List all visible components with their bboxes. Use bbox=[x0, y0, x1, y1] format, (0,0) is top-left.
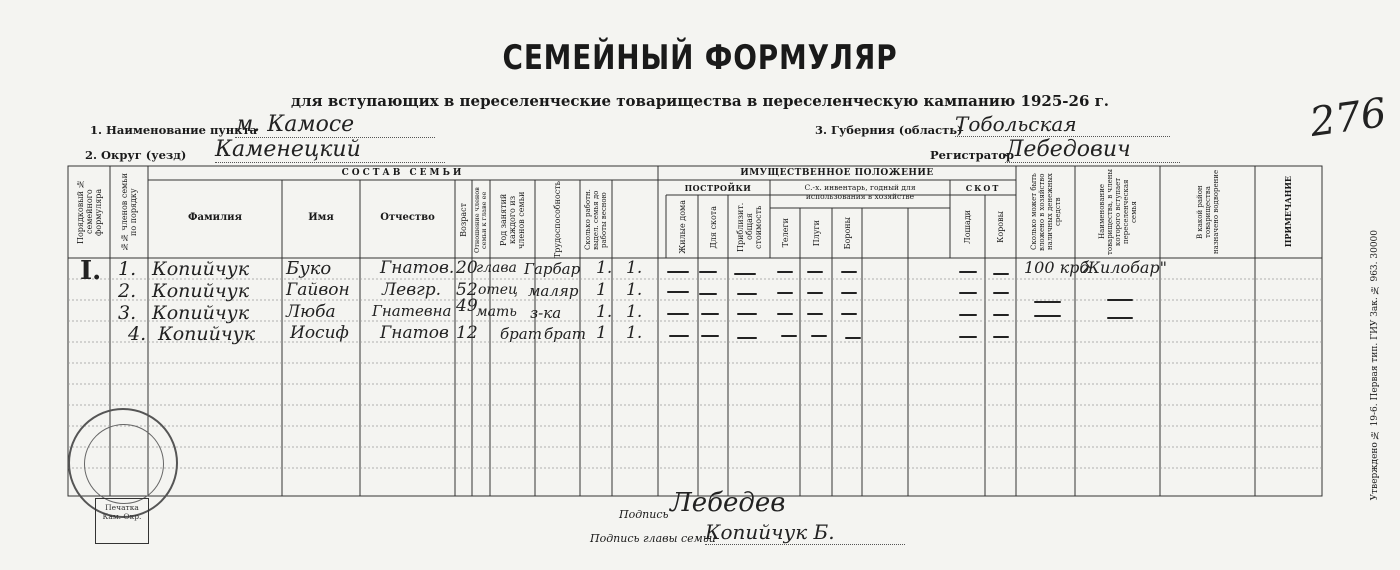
member-no: 2. bbox=[118, 280, 137, 302]
col-relation-header: Отношение членов семьи к главе ее bbox=[473, 187, 488, 253]
col-harrows-header: Бороны bbox=[842, 216, 852, 250]
col-cash-header: Сколько может быть вложено в хозяйство наличных денежных средств bbox=[1029, 173, 1062, 251]
page-title: СЕМЕЙНЫЙ ФОРМУЛЯР bbox=[502, 38, 898, 78]
col-member-header: №№ членов семьи по порядку bbox=[120, 173, 138, 251]
name-cell: Гайвон bbox=[286, 280, 350, 300]
col-seq-header: Порядковый № семейного формуляра bbox=[75, 179, 103, 245]
name-cell: Буко bbox=[286, 258, 332, 279]
age-cell: 52 bbox=[456, 280, 478, 300]
workers-cell: 1. bbox=[626, 258, 643, 278]
age-cell: 49 bbox=[456, 296, 478, 316]
relation-cell: глава bbox=[476, 260, 517, 276]
province-value: Тобольская bbox=[955, 112, 1170, 137]
district-value: Каменецкий bbox=[215, 137, 445, 163]
registrar-value: Лебедович bbox=[1005, 137, 1180, 163]
patronymic-cell: Гнатов bbox=[380, 323, 449, 343]
ability-cell: 1 bbox=[596, 323, 607, 343]
group-family: СОСТАВ СЕМЬИ bbox=[341, 168, 465, 178]
stamp-box: Печатка Кам. Окр. bbox=[95, 498, 149, 544]
head-sign-label: Подпись главы семьи bbox=[590, 532, 716, 545]
name-cell: Люба bbox=[286, 302, 336, 322]
col-houses-header: Жилые дома bbox=[677, 200, 687, 254]
ability-cell: 1. bbox=[596, 302, 613, 322]
group-buildings: ПОСТРОЙКИ bbox=[684, 183, 752, 193]
corner-mark: 276 bbox=[1307, 89, 1390, 147]
member-no: 4. bbox=[128, 323, 147, 345]
col-sheds-header: Для скота bbox=[708, 205, 718, 249]
side-print: Утверждено № 19-6. Первая тип. ГИУ Зак. № 963. 30000 bbox=[1370, 230, 1380, 501]
relation-cell: мать bbox=[476, 304, 517, 320]
ability-cell: 1 bbox=[596, 280, 607, 300]
registrar-label: Регистратор bbox=[930, 148, 1014, 162]
workers-cell: 1. bbox=[626, 302, 643, 322]
col-name-header: Имя bbox=[308, 212, 334, 223]
surname-cell: Копийчук bbox=[152, 302, 250, 324]
surname-cell: Копийчук bbox=[152, 280, 250, 302]
col-plows-header: Плуги bbox=[811, 219, 821, 247]
occupation-cell: брат bbox=[544, 325, 586, 343]
point-value: м. Камосе bbox=[235, 112, 435, 138]
surname-cell: Копийчук bbox=[152, 258, 250, 280]
member-no: 1. bbox=[118, 258, 137, 280]
col-horses-header: Лошади bbox=[963, 210, 972, 244]
patronymic-cell: Гнатов. bbox=[380, 258, 455, 278]
col-region-header: В какой район товарищества назначено водворение bbox=[1195, 169, 1220, 255]
age-cell: 20 bbox=[456, 258, 478, 278]
col-surname-header: Фамилия bbox=[188, 212, 242, 223]
head-sign-value: Копийчук Б. bbox=[705, 520, 905, 545]
cash-cell: 100 крб bbox=[1024, 258, 1090, 277]
surname-cell: Копийчук bbox=[158, 323, 256, 345]
patronymic-cell: Левгр. bbox=[382, 280, 442, 300]
page-subtitle: для вступающих в переселенческие товарищества в переселенческую кампанию 1925-26 г. bbox=[290, 92, 1110, 110]
group-property: ИМУЩЕСТВЕННОЕ ПОЛОЖЕНИЕ bbox=[740, 168, 934, 178]
ability-cell: 1. bbox=[596, 258, 613, 278]
col-value-header: Приблизит. общая стоимость bbox=[735, 202, 763, 252]
sign-value: Лебедев bbox=[670, 488, 786, 518]
col-workers-header: Сколько работн. выдел. семья до работы весною bbox=[584, 189, 608, 251]
col-carts-header: Телеги bbox=[780, 218, 790, 248]
name-cell: Иосиф bbox=[290, 323, 349, 343]
district-label: 2. Округ (уезд) bbox=[85, 148, 187, 162]
family-seq: I. bbox=[80, 256, 102, 286]
workers-cell: 1. bbox=[626, 280, 643, 300]
occupation-cell: маляр bbox=[528, 282, 579, 300]
col-patronymic-header: Отчество bbox=[380, 212, 435, 223]
workers-cell: 1. bbox=[626, 323, 643, 343]
col-cows-header: Коровы bbox=[996, 211, 1005, 243]
relation-cell: отец bbox=[478, 282, 518, 298]
occupation-cell: Гарбар bbox=[524, 260, 581, 278]
point-label: 1. Наименование пункта bbox=[90, 123, 258, 137]
occupation-cell: з-ка bbox=[530, 304, 562, 322]
col-ability-header: Трудоспособность bbox=[553, 181, 562, 259]
sign-label: Подпись bbox=[619, 508, 669, 521]
age-cell: 12 bbox=[456, 323, 478, 343]
col-occupation-header: Род занятий каждого из членов семьи bbox=[499, 191, 526, 249]
relation-cell: брат bbox=[500, 325, 542, 343]
association-cell: Жилобар" bbox=[1082, 258, 1168, 277]
col-association-header: Наименование товарищества, в члены которого вступает переселенческая семья bbox=[1097, 169, 1138, 255]
patronymic-cell: Гнатевна bbox=[372, 302, 452, 320]
province-label: 3. Губерния (область) bbox=[815, 123, 963, 137]
col-age-header: Возраст bbox=[459, 203, 468, 237]
col-notes-header: ПРИМЕЧАНИЕ bbox=[1283, 176, 1293, 248]
member-no: 3. bbox=[118, 302, 137, 324]
group-livestock: СКОТ bbox=[965, 183, 1001, 193]
group-inventory: С.-х. инвентарь, годный для использования в хозяйстве bbox=[804, 183, 916, 201]
